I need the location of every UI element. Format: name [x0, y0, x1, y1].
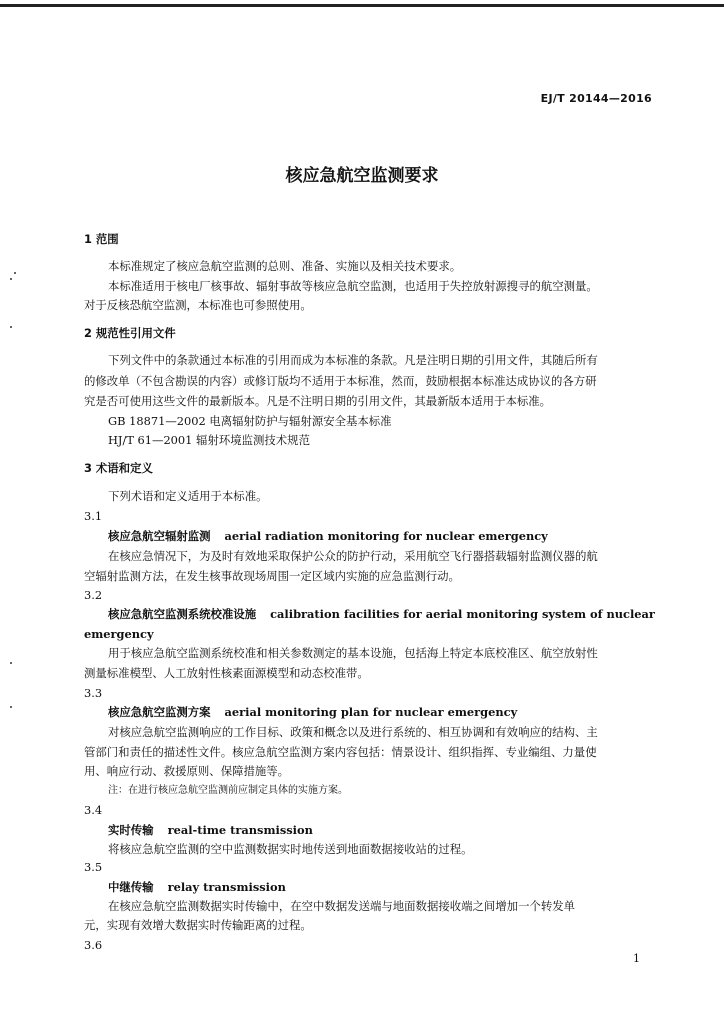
s1-para2-line1: 本标准适用于核电厂核事故、辐射事故等核应急航空监测，也适用于失控放射源搜寻的航空测量。: [108, 279, 598, 293]
term-3-2-def-line2: 测量标准模型、人工放射性核素面源模型和动态校准带。: [84, 666, 369, 680]
section-1-heading: 1 范围: [84, 232, 119, 246]
term-3-1-def-line2: 空辐射监测方法，在发生核事故现场周围一定区域内实施的应急监测行动。: [84, 569, 460, 583]
term-3-5-title: [108, 879, 654, 895]
s2-para-line3: 究是否可使用这些文件的最新版本。凡是不注明日期的引用文件，其最新版本适用于本标准。: [84, 394, 552, 408]
term-en: aerial radiation monitoring for nuclear emergency: [224, 529, 548, 543]
s1-para2-line2: 对于反核恐航空监测，本标准也可参照使用。: [84, 298, 312, 312]
top-rule: [0, 4, 724, 7]
term-3-1-def-line1: 在核应急情况下，为及时有效地采取保护公众的防护行动，采用航空飞行器搭载辐射监测仪器的航: [108, 549, 598, 563]
term-zh: 实时传输: [108, 823, 154, 837]
term-3-5-def-line1: 在核应急航空监测数据实时传输中，在空中数据发送端与地面数据接收端之间增加一个转发单: [108, 899, 576, 913]
section-3-heading: 3 术语和定义: [84, 461, 153, 475]
standard-number: EJ/T 20144—2016: [540, 92, 652, 105]
term-3-1-number: 3.1: [84, 509, 103, 523]
page-number: 1: [633, 952, 640, 965]
term-zh: 核应急航空辐射监测: [108, 529, 211, 543]
term-3-4-title: [108, 822, 654, 838]
term-3-2-title-cont: emergency: [84, 627, 154, 641]
term-3-2-title: [108, 606, 654, 622]
term-zh: 核应急航空监测方案: [108, 705, 211, 719]
s2-para-line2: 的修改单（不包含勘误的内容）或修订版均不适用于本标准，然而，鼓励根据本标准达成协议的各方研: [84, 374, 597, 388]
term-3-4-number: 3.4: [84, 803, 103, 817]
s2-para-line1: 下列文件中的条款通过本标准的引用而成为本标准的条款。凡是注明日期的引用文件，其随后所有: [108, 353, 598, 367]
scan-mark: [10, 326, 12, 328]
scan-mark: [10, 706, 12, 708]
s3-intro: 下列术语和定义适用于本标准。: [108, 489, 268, 503]
term-3-2-def-line1: 用于核应急航空监测系统校准和相关参数测定的基本设施，包括海上特定本底校准区、航空放射性: [108, 646, 598, 660]
reference-1: GB 18871—2002 电离辐射防护与辐射源安全基本标准: [108, 414, 392, 428]
term-en: real-time transmission: [167, 823, 313, 837]
term-en: calibration facilities for aerial monitoring system of nuclear: [270, 607, 655, 621]
term-3-6-number: 3.6: [84, 938, 103, 952]
term-zh: 中继传输: [108, 880, 154, 894]
scan-mark: [10, 662, 12, 664]
term-3-2-number: 3.2: [84, 588, 103, 602]
term-3-5-number: 3.5: [84, 860, 103, 874]
term-en: aerial monitoring plan for nuclear emergency: [224, 705, 518, 719]
scan-mark: [10, 278, 12, 280]
section-2-heading: 2 规范性引用文件: [84, 326, 176, 340]
term-3-4-def-line1: 将核应急航空监测的空中监测数据实时地传送到地面数据接收站的过程。: [108, 842, 473, 856]
term-3-3-number: 3.3: [84, 686, 103, 700]
reference-2: HJ/T 61—2001 辐射环境监测技术规范: [108, 433, 310, 447]
term-3-3-def-line1: 对核应急航空监测响应的工作目标、政策和概念以及进行系统的、相互协调和有效响应的结构、主: [108, 725, 598, 739]
term-3-3-note: 注：在进行核应急航空监测前应制定具体的实施方案。: [108, 785, 348, 796]
term-zh: 核应急航空监测系统校准设施: [108, 607, 257, 621]
s1-para1: 本标准规定了核应急航空监测的总则、准备、实施以及相关技术要求。: [108, 259, 462, 273]
term-3-3-def-line2: 管部门和责任的描述性文件。核应急航空监测方案内容包括：情景设计、组织指挥、专业编组、力量使: [84, 745, 597, 759]
term-3-3-def-line3: 用、响应行动、救援原则、保障措施等。: [84, 764, 290, 778]
scan-mark: [14, 272, 16, 274]
term-en: relay transmission: [167, 880, 286, 894]
page-title: 核应急航空监测要求: [285, 166, 439, 186]
term-3-3-title: [108, 704, 654, 720]
term-3-1-title: [108, 528, 654, 544]
term-3-5-def-line2: 元，实现有效增大数据实时传输距离的过程。: [84, 918, 312, 932]
